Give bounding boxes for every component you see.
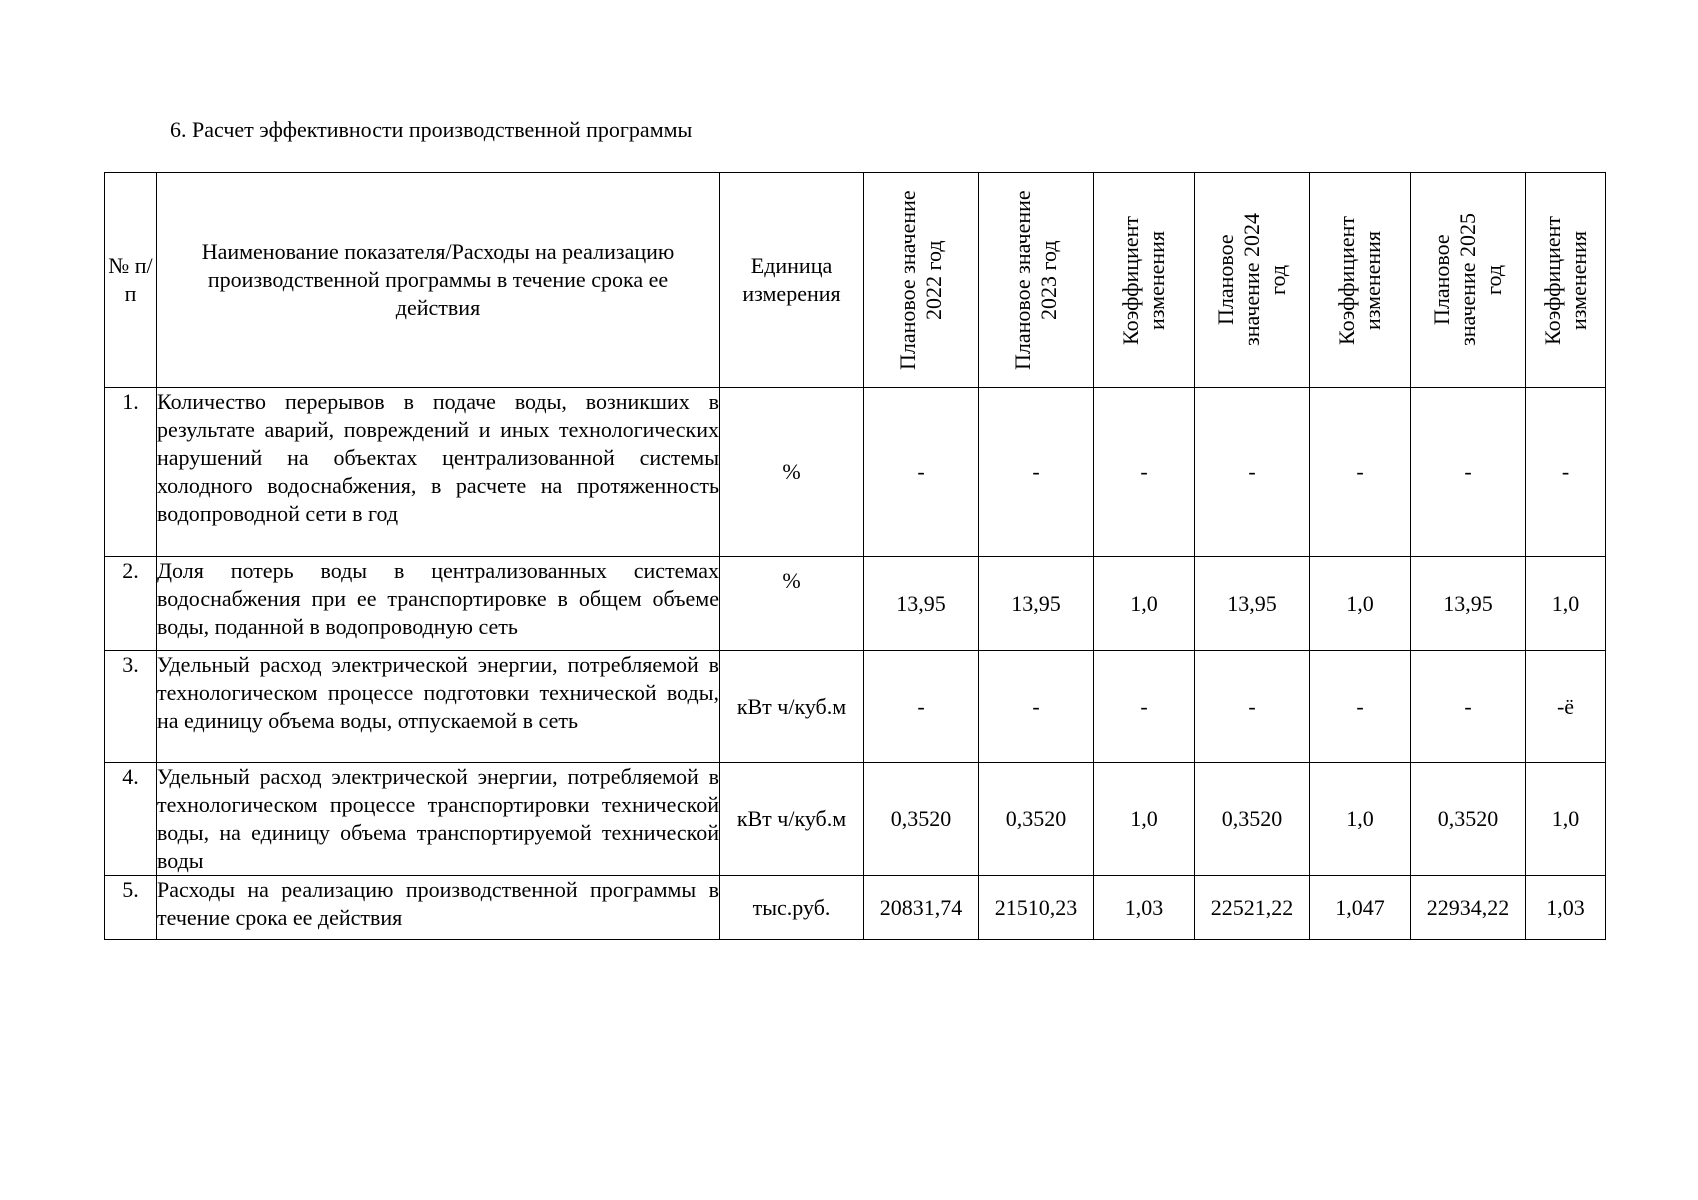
row-num: 3. — [105, 651, 157, 763]
header-coef-2024: Коэффициент изменения — [1310, 173, 1411, 388]
value-coef-2025: 1,03 — [1526, 876, 1606, 940]
value-plan-2025: 13,95 — [1411, 557, 1526, 651]
value-plan-2023: - — [979, 651, 1094, 763]
row-unit: % — [720, 388, 864, 557]
table-row — [105, 763, 1606, 876]
header-plan-2024: Плановое значение 2024 год — [1195, 173, 1310, 388]
value-plan-2023: 13,95 — [979, 557, 1094, 651]
header-unit: Единица измерения — [720, 173, 864, 388]
efficiency-table — [104, 172, 1606, 940]
value-coef-2025: 1,0 — [1526, 557, 1606, 651]
value-coef-2025: 1,0 — [1526, 763, 1606, 876]
table-row — [105, 651, 1606, 763]
row-name: Доля потерь воды в централизованных системах водоснабжения при ее транспортировке в общем объеме воды, поданной в водопроводную сеть — [157, 557, 720, 651]
value-plan-2022: 0,3520 — [864, 763, 979, 876]
row-name: Удельный расход электрической энергии, потребляемой в технологическом процессе подготовки технической воды, на единицу объема воды, отпускаемой в сеть — [157, 651, 720, 763]
value-coef-2024: - — [1310, 651, 1411, 763]
row-num: 4. — [105, 763, 157, 876]
value-plan-2024: 13,95 — [1195, 557, 1310, 651]
row-unit: кВт ч/куб.м — [720, 651, 864, 763]
value-coef-2023: - — [1094, 651, 1195, 763]
value-plan-2024: 22521,22 — [1195, 876, 1310, 940]
value-plan-2022: - — [864, 651, 979, 763]
value-plan-2022: 13,95 — [864, 557, 979, 651]
header-plan-2022: Плановое значение 2022 год — [864, 173, 979, 388]
value-plan-2023: - — [979, 388, 1094, 557]
value-plan-2025: - — [1411, 651, 1526, 763]
row-unit: кВт ч/куб.м — [720, 763, 864, 876]
value-coef-2024: 1,0 — [1310, 763, 1411, 876]
value-plan-2023: 21510,23 — [979, 876, 1094, 940]
table-row — [105, 388, 1606, 557]
value-plan-2025: 22934,22 — [1411, 876, 1526, 940]
header-coef-2023: Коэффициент изменения — [1094, 173, 1195, 388]
section-heading: 6. Расчет эффективности производственной программы — [170, 117, 693, 142]
value-coef-2024: 1,047 — [1310, 876, 1411, 940]
row-num: 1. — [105, 388, 157, 557]
value-plan-2024: 0,3520 — [1195, 763, 1310, 876]
row-name: Расходы на реализацию производственной программы в течение срока ее действия — [157, 876, 720, 940]
value-coef-2024: - — [1310, 388, 1411, 557]
table-row — [105, 557, 1606, 651]
header-name: Наименование показателя/Расходы на реализацию производственной программы в течение срока ее действия — [157, 173, 720, 388]
header-coef-2025: Коэффициент изменения — [1526, 173, 1606, 388]
value-plan-2024: - — [1195, 388, 1310, 557]
value-coef-2023: - — [1094, 388, 1195, 557]
value-coef-2025: - — [1526, 388, 1606, 557]
value-coef-2023: 1,03 — [1094, 876, 1195, 940]
row-unit: тыс.руб. — [720, 876, 864, 940]
value-plan-2022: 20831,74 — [864, 876, 979, 940]
row-name: Удельный расход электрической энергии, потребляемой в технологическом процессе транспортировки технической воды, на единицу объема транспортируемой технической воды — [157, 763, 720, 876]
row-num: 5. — [105, 876, 157, 940]
value-plan-2025: - — [1411, 388, 1526, 557]
header-row — [105, 173, 1606, 388]
header-plan-2023: Плановое значение 2023 год — [979, 173, 1094, 388]
value-coef-2024: 1,0 — [1310, 557, 1411, 651]
value-plan-2025: 0,3520 — [1411, 763, 1526, 876]
header-plan-2025: Плановое значение 2025 год — [1411, 173, 1526, 388]
table-row — [105, 876, 1606, 940]
row-unit: % — [720, 557, 864, 651]
value-coef-2025: -ё — [1526, 651, 1606, 763]
row-name: Количество перерывов в подаче воды, возникших в результате аварий, повреждений и иных технологических нарушений на объектах централизованной системы холодного водоснабжения, в расчете на протяженность водопроводной сети в год — [157, 388, 720, 557]
value-plan-2024: - — [1195, 651, 1310, 763]
header-num: № п/п — [105, 173, 157, 388]
value-plan-2022: - — [864, 388, 979, 557]
value-coef-2023: 1,0 — [1094, 763, 1195, 876]
value-coef-2023: 1,0 — [1094, 557, 1195, 651]
row-num: 2. — [105, 557, 157, 651]
value-plan-2023: 0,3520 — [979, 763, 1094, 876]
